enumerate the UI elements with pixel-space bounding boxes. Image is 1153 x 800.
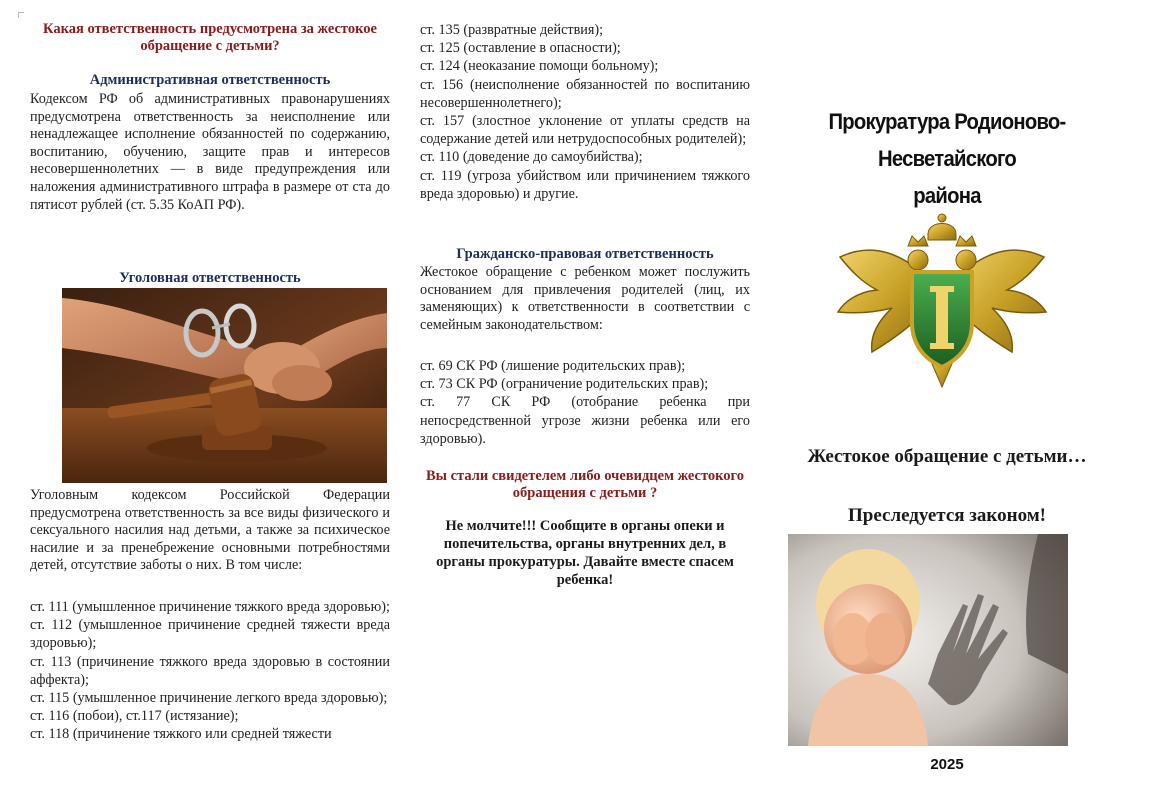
list-item: ст. 135 (развратные действия);	[420, 22, 604, 38]
crying-child-photo	[788, 534, 1068, 746]
list-item: ст. 112 (умышленное причинение средней тяжести вреда здоровью);	[30, 617, 390, 652]
call-to-action: Не молчите!!! Сообщите в органы опеки и попечительства, органы внутренних дел, в органы прокуратуры. Давайте вместе спасем ребенка!	[436, 518, 734, 588]
organization-name-line1: Прокуратура Родионово-Несветайского	[828, 109, 1066, 171]
organization-name	[786, 103, 1108, 214]
list-item: ст. 157 (злостное уклонение от уплаты средств на содержание детей или нетрудоспособных родителей);	[420, 113, 750, 148]
list-item: ст. 73 СК РФ (ограничение родительских прав);	[420, 376, 709, 393]
list-item: ст. 115 (умышленное причинение легкого вреда здоровью);	[30, 690, 388, 707]
list-item: ст. 113 (причинение тяжкого вреда здоровью в состоянии аффекта);	[30, 653, 390, 688]
list-item: ст. 119 (угроза убийством или причинением тяжкого вреда здоровью) и другие.	[420, 167, 750, 202]
organization-name-line2: района	[913, 183, 981, 208]
list-item: ст. 111 (умышленное причинение тяжкого вреда здоровью);	[30, 599, 390, 615]
criminal-articles-continued	[420, 21, 750, 203]
civil-heading: Гражданско-правовая ответственность	[456, 246, 714, 262]
handcuffs-gavel-photo	[62, 288, 387, 483]
year-label: 2025	[930, 756, 964, 773]
list-item: ст. 125 (оставление в опасности);	[420, 40, 621, 57]
civil-text: Жестокое обращение с ребенком может послужить основанием для привлечения родителей (лиц, их заменяющих) к ответственности в соответствии с семейным законодательством:	[420, 264, 750, 333]
criminal-articles-list	[30, 598, 390, 744]
list-item: ст. 118 (причинение тяжкого или средней тяжести	[30, 726, 332, 743]
list-item: ст. 124 (неоказание помощи больному);	[420, 58, 659, 75]
list-item: ст. 77 СК РФ (отобрание ребенка при непосредственной угрозе жизни ребенка или его здоровью).	[420, 394, 750, 447]
list-item: ст. 116 (побои), ст.117 (истязание);	[30, 708, 239, 725]
criminal-heading: Уголовная ответственность	[119, 270, 301, 286]
corner-mark	[18, 12, 24, 18]
middle-panel	[420, 0, 750, 800]
civil-articles-list	[420, 357, 750, 448]
list-item: ст. 156 (неисполнение обязанностей по воспитанию несовершеннолетнего);	[420, 76, 750, 111]
admin-heading: Административная ответственность	[89, 72, 331, 88]
left-panel	[30, 0, 390, 800]
witness-question: Вы стали свидетелем либо очевидцем жестокого обращения с детьми ?	[425, 468, 745, 501]
list-item: ст. 110 (доведение до самоубийства);	[420, 149, 643, 166]
cover-panel	[772, 0, 1122, 800]
list-item: ст. 69 СК РФ (лишение родительских прав);	[420, 358, 686, 374]
left-title: Какая ответственность предусмотрена за жестокое обращение с детьми?	[43, 21, 377, 54]
prosecutor-emblem-icon	[832, 212, 1052, 402]
sub-heading: Преследуется законом!	[848, 505, 1046, 526]
main-heading: Жестокое обращение с детьми…	[807, 446, 1087, 467]
admin-text: Кодексом РФ об административных правонарушениях предусмотрена ответственность за неисполнение или ненадлежащее исполнение обязанностей по содержанию, воспитанию, обучению, защите прав и интересов несовершеннолетних — в виде предупреждения или наложения административного штрафа в размере от ста до пятисот рублей (ст. 5.35 КоАП РФ).	[30, 91, 390, 213]
criminal-text: Уголовным кодексом Российской Федерации предусмотрена ответственность за все виды физического и сексуального насилия над детьми, а также за психическое насилие и за пренебрежение основными потребностями детей, отсутствие заботы о них. В том числе:	[30, 487, 390, 574]
